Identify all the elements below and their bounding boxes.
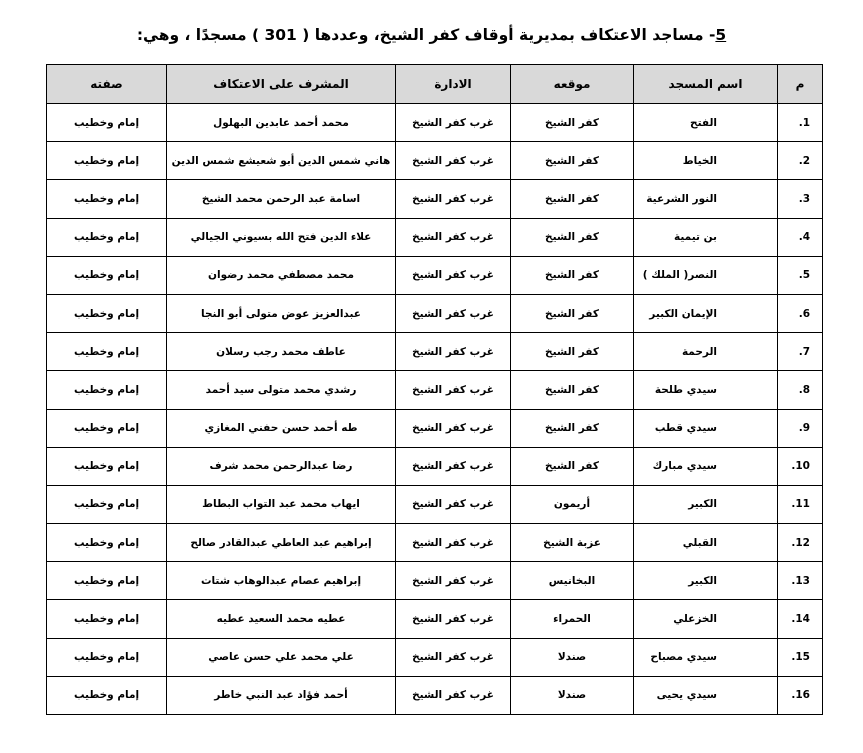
supervisor-role: إمام وخطيب (47, 142, 167, 180)
administration: غرب كفر الشيخ (396, 600, 511, 638)
mosque-location: كفر الشيخ (511, 142, 634, 180)
table-row (47, 333, 823, 371)
supervisor-name: عاطف محمد رجب رسلان (167, 333, 396, 371)
table-row (47, 256, 823, 294)
administration: غرب كفر الشيخ (396, 142, 511, 180)
mosque-name: الفتح (634, 104, 778, 142)
row-number: 9. (778, 409, 823, 447)
table-row (47, 142, 823, 180)
row-number: 15. (778, 638, 823, 676)
supervisor-name: محمد أحمد عابدين البهلول (167, 104, 396, 142)
row-number: 4. (778, 218, 823, 256)
mosque-location: البخانيس (511, 562, 634, 600)
administration: غرب كفر الشيخ (396, 294, 511, 332)
supervisor-role: إمام وخطيب (47, 638, 167, 676)
row-number: 8. (778, 371, 823, 409)
header-mosque-name: اسم المسجد (634, 65, 778, 104)
mosque-location: صندلا (511, 638, 634, 676)
mosque-location: كفر الشيخ (511, 104, 634, 142)
supervisor-name: علي محمد علي حسن عاصي (167, 638, 396, 676)
row-number: 7. (778, 333, 823, 371)
supervisor-name: عطيه محمد السعيد عطيه (167, 600, 396, 638)
mosque-location: كفر الشيخ (511, 256, 634, 294)
supervisor-name: إبراهيم عبد العاطي عبدالقادر صالح (167, 524, 396, 562)
supervisor-role: إمام وخطيب (47, 333, 167, 371)
administration: غرب كفر الشيخ (396, 256, 511, 294)
supervisor-role: إمام وخطيب (47, 180, 167, 218)
administration: غرب كفر الشيخ (396, 562, 511, 600)
table-row (47, 371, 823, 409)
supervisor-role: إمام وخطيب (47, 409, 167, 447)
administration: غرب كفر الشيخ (396, 485, 511, 523)
header-role: صفته (47, 65, 167, 104)
mosque-location: كفر الشيخ (511, 294, 634, 332)
row-number: 3. (778, 180, 823, 218)
administration: غرب كفر الشيخ (396, 524, 511, 562)
supervisor-name: علاء الدين فتح الله بسيوني الجيالي (167, 218, 396, 256)
mosque-name: سيدي مبارك (634, 447, 778, 485)
table-header-row (47, 65, 823, 104)
table-row (47, 600, 823, 638)
table-row (47, 447, 823, 485)
supervisor-name: ايهاب محمد عبد التواب البطاط (167, 485, 396, 523)
mosque-name: سيدي يحيى (634, 676, 778, 714)
header-number: م (778, 65, 823, 104)
table-row (47, 104, 823, 142)
supervisor-name: طه أحمد حسن حفني المغازي (167, 409, 396, 447)
table-row (47, 676, 823, 714)
mosque-name: الكبير (634, 562, 778, 600)
supervisor-role: إمام وخطيب (47, 600, 167, 638)
mosque-name: الإيمان الكبير (634, 294, 778, 332)
row-number: 16. (778, 676, 823, 714)
mosque-location: كفر الشيخ (511, 371, 634, 409)
mosque-name: سيدي مصباح (634, 638, 778, 676)
supervisor-name: إبراهيم عصام عبدالوهاب شتات (167, 562, 396, 600)
supervisor-role: إمام وخطيب (47, 371, 167, 409)
administration: غرب كفر الشيخ (396, 180, 511, 218)
mosque-name: النور الشرعية (634, 180, 778, 218)
mosque-location: صندلا (511, 676, 634, 714)
administration: غرب كفر الشيخ (396, 447, 511, 485)
supervisor-role: إمام وخطيب (47, 256, 167, 294)
row-number: 2. (778, 142, 823, 180)
mosque-location: كفر الشيخ (511, 409, 634, 447)
mosque-name: سيدي قطب (634, 409, 778, 447)
mosque-name: بن تيمية (634, 218, 778, 256)
heading-number: 5 (715, 26, 727, 44)
mosque-location: كفر الشيخ (511, 218, 634, 256)
administration: غرب كفر الشيخ (396, 104, 511, 142)
mosque-location: الحمراء (511, 600, 634, 638)
table-row (47, 562, 823, 600)
administration: غرب كفر الشيخ (396, 409, 511, 447)
mosque-location: أريمون (511, 485, 634, 523)
mosque-location: كفر الشيخ (511, 180, 634, 218)
administration: غرب كفر الشيخ (396, 638, 511, 676)
mosque-name: الرحمة (634, 333, 778, 371)
supervisor-role: إمام وخطيب (47, 485, 167, 523)
mosque-location: كفر الشيخ (511, 333, 634, 371)
supervisor-role: إمام وخطيب (47, 447, 167, 485)
table-row (47, 638, 823, 676)
mosque-name: الخزعلي (634, 600, 778, 638)
supervisor-name: رشدي محمد متولى سيد أحمد (167, 371, 396, 409)
table-row (47, 294, 823, 332)
header-location: موقعه (511, 65, 634, 104)
table-row (47, 218, 823, 256)
supervisor-role: إمام وخطيب (47, 676, 167, 714)
row-number: 13. (778, 562, 823, 600)
table-row (47, 524, 823, 562)
supervisor-name: محمد مصطفي محمد رضوان (167, 256, 396, 294)
mosque-name: سيدي طلحة (634, 371, 778, 409)
row-number: 5. (778, 256, 823, 294)
supervisor-name: عبدالعزيز عوض متولى أبو النجا (167, 294, 396, 332)
supervisor-role: إمام وخطيب (47, 104, 167, 142)
mosque-name: الكبير (634, 485, 778, 523)
mosque-location: كفر الشيخ (511, 447, 634, 485)
document-heading (0, 26, 863, 44)
supervisor-role: إمام وخطيب (47, 218, 167, 256)
supervisor-role: إمام وخطيب (47, 562, 167, 600)
administration: غرب كفر الشيخ (396, 676, 511, 714)
row-number: 10. (778, 447, 823, 485)
row-number: 12. (778, 524, 823, 562)
row-number: 1. (778, 104, 823, 142)
mosque-name: الخياط (634, 142, 778, 180)
administration: غرب كفر الشيخ (396, 218, 511, 256)
table-row (47, 409, 823, 447)
table-row (47, 180, 823, 218)
mosque-name: القبلي (634, 524, 778, 562)
row-number: 11. (778, 485, 823, 523)
supervisor-name: هاني شمس الدين أبو شعيشع شمس الدين (167, 142, 396, 180)
supervisor-role: إمام وخطيب (47, 294, 167, 332)
supervisor-role: إمام وخطيب (47, 524, 167, 562)
supervisor-name: رضا عبدالرحمن محمد شرف (167, 447, 396, 485)
row-number: 6. (778, 294, 823, 332)
mosque-name: النصر( الملك ) (634, 256, 778, 294)
header-supervisor: المشرف على الاعتكاف (167, 65, 396, 104)
mosques-table (46, 64, 823, 715)
table-row (47, 485, 823, 523)
supervisor-name: أحمد فؤاد عبد النبي خاطر (167, 676, 396, 714)
row-number: 14. (778, 600, 823, 638)
supervisor-name: اسامة عبد الرحمن محمد الشيخ (167, 180, 396, 218)
administration: غرب كفر الشيخ (396, 333, 511, 371)
header-administration: الادارة (396, 65, 511, 104)
heading-text: - مساجد الاعتكاف بمديرية أوقاف كفر الشيخ، وعددها ( 301 ) مسجدًا ، وهي: (136, 26, 716, 44)
administration: غرب كفر الشيخ (396, 371, 511, 409)
mosque-location: عزبة الشيخ (511, 524, 634, 562)
